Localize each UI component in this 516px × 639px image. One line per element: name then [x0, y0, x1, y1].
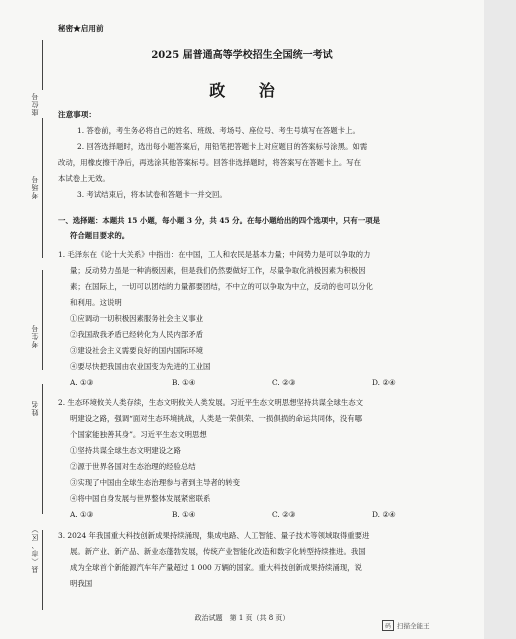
- page-footer: 政治试题 第 1 页（共 8 页）: [194, 614, 290, 622]
- question-item: ④要尽快把我国由农业国变为先进的工业国: [70, 362, 211, 371]
- exam-title: 2025 届普通高等学校招生全国统一考试: [151, 50, 333, 61]
- question-stem: 明建设之路，强调“面对生态环境挑战，人类是一荣俱荣、一损俱损的命运共同体，没有哪: [70, 414, 363, 423]
- question-stem: 3. 2024 年我国重大科技创新成果持续涌现，集成电路、人工智能、量子技术等领域取得重要进: [58, 531, 370, 540]
- candidate-number-label: 考生号: [31, 324, 39, 348]
- county-label: 县（市、区）: [31, 525, 39, 573]
- question-item: ①坚持共谋全球生态文明建设之路: [70, 446, 181, 455]
- notes-heading: 注意事项：: [58, 110, 96, 119]
- seat-number-label: 座位号: [31, 92, 39, 116]
- question-stem: 明我国: [70, 579, 93, 588]
- question-stem: 量；反动势力虽是一种消极因素，但是我们仍然要做好工作，尽量争取化消极因素为积极因: [70, 266, 366, 275]
- margin-line: [42, 118, 43, 258]
- name-label: 姓名: [31, 400, 39, 416]
- notes-line: 本试卷上无效。: [58, 174, 110, 183]
- option-b: B. ①④: [172, 378, 196, 387]
- option-a: A. ①③: [70, 378, 94, 387]
- question-stem: 2. 生态环境攸关人类存续，生态文明攸关人类发展。习近平生态文明思想坚持共谋全球生态文: [58, 398, 364, 407]
- margin-line: [42, 384, 43, 514]
- question-stem: 素；在国际上，一切可以团结的力量都要团结，不中立的可以争取为中立，反动的也可以分化: [70, 282, 374, 291]
- question-stem: 和利用。这说明: [70, 298, 122, 307]
- question-item: ②源于世界各国对生态治理的经验总结: [70, 462, 196, 471]
- question-stem: 展。新产业、新产品、新业态蓬勃发展，传统产业智能化改造和数字化转型持续推进。我国: [70, 547, 366, 556]
- question-stem: 个国家能独善其身”。习近平生态文明思想: [70, 430, 207, 439]
- margin-line: [42, 270, 43, 370]
- subject-title: 政 治: [209, 81, 289, 100]
- scanner-logo-icon: 码: [382, 620, 394, 631]
- question-item: ③实现了中国由全球生态治理参与者到主导者的转变: [70, 478, 240, 487]
- scanner-name: 扫描全能王: [397, 622, 430, 630]
- confidential-mark: 秘密★启用前: [58, 24, 104, 33]
- option-d: D. ②④: [372, 510, 396, 519]
- question-stem: 1. 毛泽东在《论十大关系》中指出：在中国，工人和农民是基本力量；中间势力是可以争取的力: [58, 250, 371, 259]
- question-stem: 成为全球首个新能源汽车年产量超过 1 000 万辆的国家。重大科技创新成果持续涌现，说: [70, 563, 362, 572]
- option-b: B. ①④: [172, 510, 196, 519]
- question-item: ②我国敌我矛盾已经转化为人民内部矛盾: [70, 330, 204, 339]
- section-heading-cont: 符合题目要求的。: [70, 231, 130, 240]
- notes-line: 3. 考试结束后，将本试卷和答题卡一并交回。: [77, 190, 227, 199]
- margin-line: [42, 530, 43, 610]
- question-item: ①应调动一切积极因素服务社会主义事业: [70, 314, 204, 323]
- option-c: C. ②③: [272, 378, 296, 387]
- scanner-watermark: [382, 620, 430, 631]
- notes-line: 2. 回答选择题时，选出每小题答案后，用铅笔把答题卡上对应题目的答案标号涂黑。如需: [77, 142, 368, 151]
- notes-line: 1. 答卷前，考生务必将自己的姓名、班级、考场号、座位号、考生号填写在答题卡上。: [77, 126, 360, 135]
- background-strip: [484, 0, 516, 639]
- question-item: ④将中国自身发展与世界整体发展紧密联系: [70, 494, 211, 503]
- option-a: A. ①③: [70, 510, 94, 519]
- section-heading: 一、选择题：本题共 15 小题，每小题 3 分，共 45 分。在每小题给出的四个选项中，只有一项是: [58, 216, 380, 225]
- question-item: ③建设社会主义需要良好的国内国际环境: [70, 346, 204, 355]
- option-c: C. ②③: [272, 510, 296, 519]
- exam-room-label: 考场号: [31, 175, 39, 199]
- option-d: D. ②④: [372, 378, 396, 387]
- notes-line: 改动，用橡皮擦干净后，再选涂其他答案标号。回答非选择题时，将答案写在答题卡上。写在: [58, 158, 362, 167]
